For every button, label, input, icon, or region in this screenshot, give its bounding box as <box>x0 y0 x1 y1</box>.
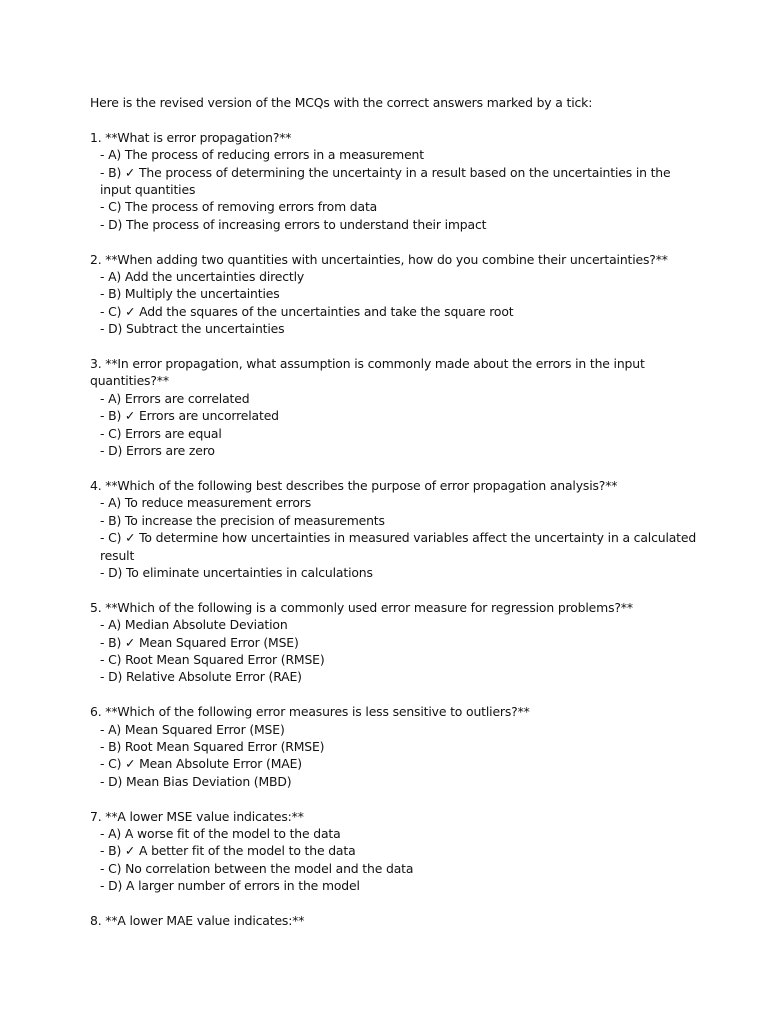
option-c: - C) ✓ To determine how uncertainties in measured variables affect the uncertainty in a calculated result <box>100 530 700 563</box>
option-b: - B) Multiply the uncertainties <box>100 286 280 302</box>
option-c: - C) Errors are equal <box>100 425 222 441</box>
option-b: - B) ✓ The process of determining the uncertainty in a result based on the uncertainties in the input quantities <box>100 164 675 198</box>
option-a: - A) Add the uncertainties directly <box>100 269 305 285</box>
option-a: - A) Median Absolute Deviation <box>100 617 288 633</box>
question-7 <box>90 808 698 895</box>
option-b: - B) ✓ A better fit of the model to the data <box>100 843 356 859</box>
option-b: - B) ✓ Mean Squared Error (MSE) <box>100 634 299 650</box>
question-text: 4. **Which of the following best describes the purpose of error propagation analysis?** <box>90 477 618 493</box>
option-d: - D) Mean Bias Deviation (MBD) <box>100 773 292 789</box>
question-text: 8. **A lower MAE value indicates:** <box>90 912 305 928</box>
option-d: - D) A larger number of errors in the model <box>100 878 360 894</box>
option-d: - D) To eliminate uncertainties in calculations <box>100 564 373 580</box>
option-a: - A) To reduce measurement errors <box>100 495 312 511</box>
option-d: - D) Subtract the uncertainties <box>100 321 285 337</box>
question-3 <box>90 355 698 459</box>
option-d: - D) Errors are zero <box>100 443 215 459</box>
option-c: - C) Root Mean Squared Error (RMSE) <box>100 651 325 667</box>
option-a: - A) The process of reducing errors in a measurement <box>100 147 424 163</box>
question-6 <box>90 703 698 790</box>
option-c: - C) No correlation between the model and the data <box>100 860 414 876</box>
question-text: 2. **When adding two quantities with uncertainties, how do you combine their uncertainties?** <box>90 251 668 267</box>
question-text: 3. **In error propagation, what assumption is commonly made about the errors in the input quantities?** <box>90 356 649 389</box>
question-2 <box>90 251 698 338</box>
option-c: - C) The process of removing errors from data <box>100 199 378 215</box>
question-5 <box>90 599 698 686</box>
option-a: - A) Mean Squared Error (MSE) <box>100 721 285 737</box>
option-d: - D) The process of increasing errors to understand their impact <box>100 216 487 232</box>
question-1 <box>90 129 698 233</box>
option-b: - B) ✓ Errors are uncorrelated <box>100 408 279 424</box>
question-text: 1. **What is error propagation?** <box>90 129 292 145</box>
option-c: - C) ✓ Mean Absolute Error (MAE) <box>100 756 302 772</box>
option-b: - B) Root Mean Squared Error (RMSE) <box>100 738 325 754</box>
intro-text: Here is the revised version of the MCQs with the correct answers marked by a tick: <box>90 95 593 110</box>
option-c: - C) ✓ Add the squares of the uncertainties and take the square root <box>100 303 514 319</box>
question-text: 5. **Which of the following is a commonly used error measure for regression problems?** <box>90 599 633 615</box>
option-d: - D) Relative Absolute Error (RAE) <box>100 669 302 685</box>
question-4 <box>90 477 698 581</box>
question-text: 6. **Which of the following error measures is less sensitive to outliers?** <box>90 704 530 720</box>
option-b: - B) To increase the precision of measurements <box>100 512 385 528</box>
question-8 <box>90 912 698 929</box>
question-text: 7. **A lower MSE value indicates:** <box>90 808 304 824</box>
option-a: - A) A worse fit of the model to the data <box>100 825 341 841</box>
option-a: - A) Errors are correlated <box>100 390 250 406</box>
